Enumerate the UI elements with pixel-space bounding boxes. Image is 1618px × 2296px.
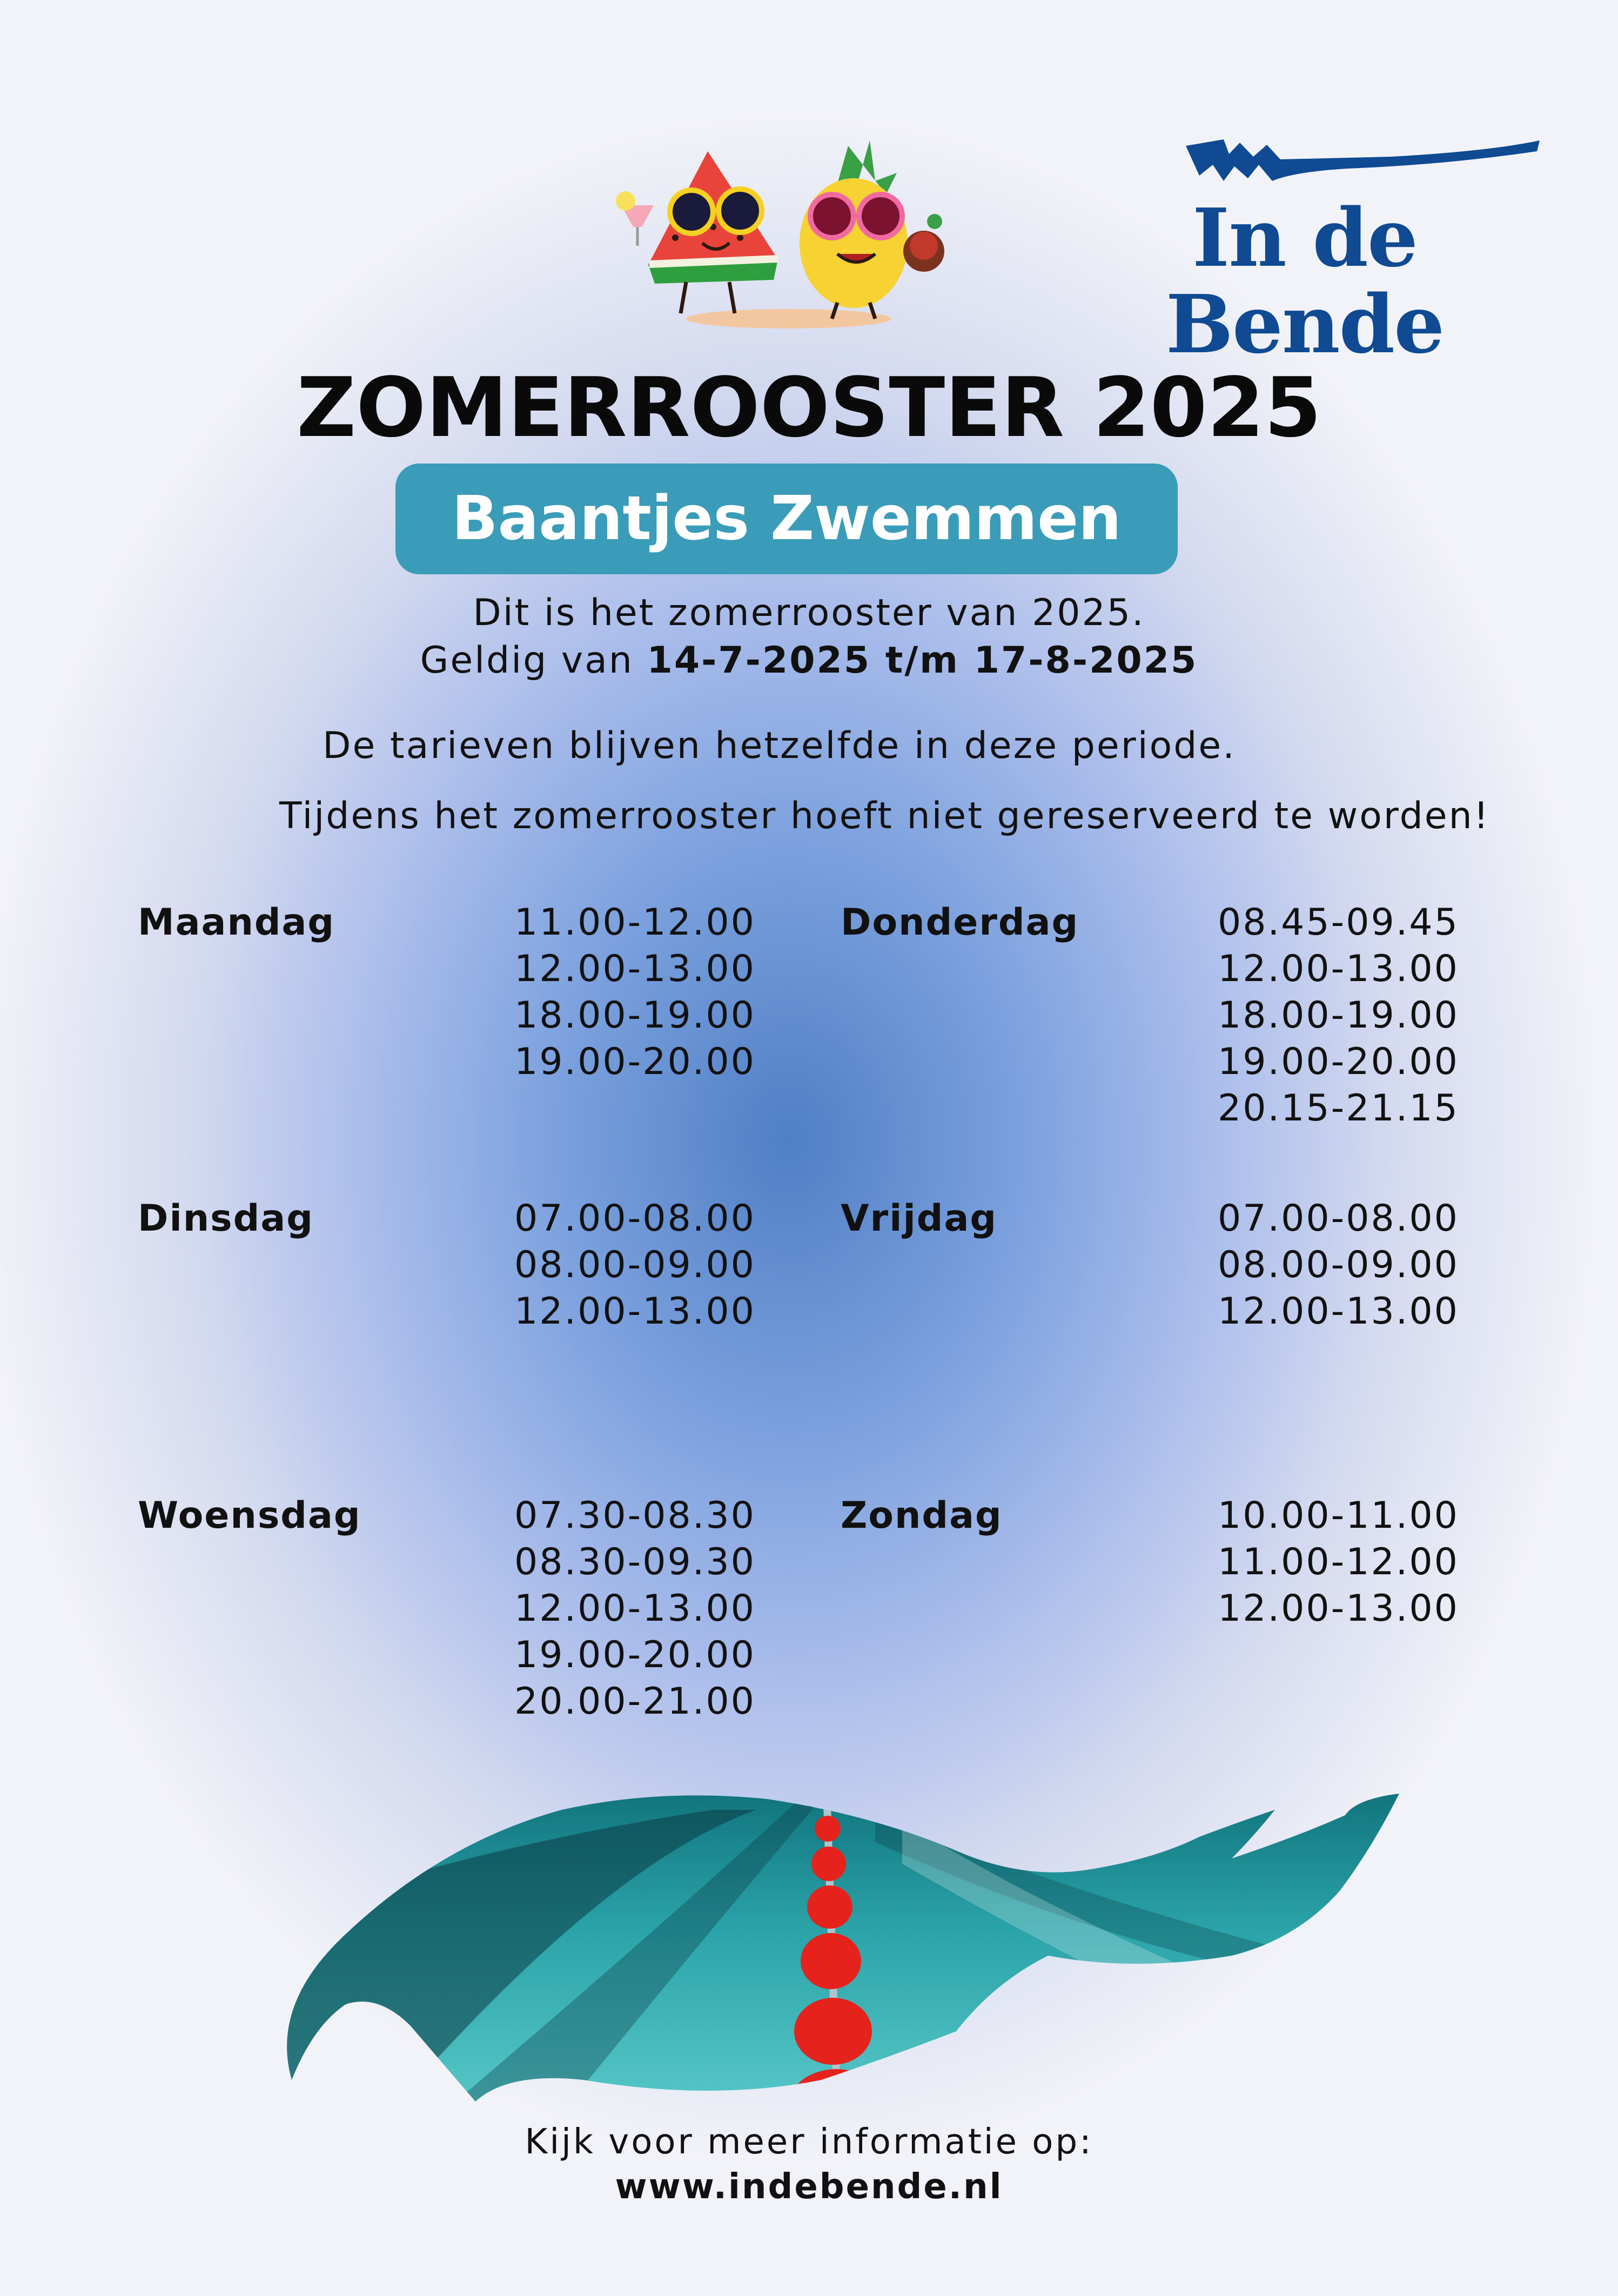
footer-website-link[interactable]: www.indebende.nl <box>615 2167 1003 2207</box>
time-slot: 10.00-11.00 <box>1218 1494 1459 1537</box>
time-slot: 18.00-19.00 <box>1218 994 1459 1037</box>
time-slot: 12.00-13.00 <box>514 948 756 990</box>
logo-wordmark: In de Bende <box>1165 191 1444 371</box>
time-slot: 19.00-20.00 <box>514 1634 756 1676</box>
time-slot: 08.00-09.00 <box>1218 1244 1459 1286</box>
reservation-note: Tijdens het zomerrooster hoeft niet gereserveerd te worden! <box>279 795 1490 837</box>
day-label-wednesday: Woensdag <box>138 1494 361 1537</box>
subtitle-label: Baantjes Zwemmen <box>452 484 1122 554</box>
tariffs-note: De tarieven blijven hetzelfde in deze periode. <box>323 724 1236 767</box>
time-slot: 07.30-08.30 <box>514 1494 756 1537</box>
day-label-thursday: Donderdag <box>841 901 1079 944</box>
day-label-tuesday: Dinsdag <box>138 1197 314 1240</box>
time-slot: 08.30-09.30 <box>514 1541 756 1583</box>
pineapple-mascot-icon <box>800 140 944 319</box>
time-slot: 12.00-13.00 <box>514 1290 756 1333</box>
times-sunday <box>1218 1493 1459 1632</box>
time-slot: 07.00-08.00 <box>1218 1197 1459 1240</box>
logo-swoosh-icon <box>1067 135 1542 194</box>
page-title: ZOMERROOSTER 2025 <box>296 360 1322 455</box>
pool-lane-image <box>281 1777 1410 2112</box>
time-slot: 19.00-20.00 <box>514 1040 756 1083</box>
footer-info: Kijk voor meer informatie op: <box>525 2122 1093 2162</box>
validity-dates: 14-7-2025 t/m 17-8-2025 <box>647 639 1198 682</box>
validity-line <box>0 637 1618 684</box>
time-slot: 08.45-09.45 <box>1218 901 1459 944</box>
time-slot: 11.00-12.00 <box>514 901 756 944</box>
watermelon-mascot-icon <box>616 151 778 313</box>
times-wednesday <box>514 1493 756 1725</box>
subtitle-pill <box>395 464 1178 574</box>
time-slot: 08.00-09.00 <box>514 1244 756 1286</box>
time-slot: 07.00-08.00 <box>514 1197 756 1240</box>
time-slot: 18.00-19.00 <box>514 994 756 1037</box>
time-slot: 12.00-13.00 <box>1218 1290 1459 1333</box>
time-slot: 12.00-13.00 <box>1218 1587 1459 1630</box>
times-thursday <box>1218 899 1459 1132</box>
time-slot: 19.00-20.00 <box>1218 1040 1459 1083</box>
day-label-sunday: Zondag <box>841 1494 1003 1537</box>
in-de-bende-logo <box>1067 135 1542 371</box>
day-label-friday: Vrijdag <box>841 1197 998 1240</box>
time-slot: 12.00-13.00 <box>1218 948 1459 990</box>
times-tuesday <box>514 1196 756 1335</box>
time-slot: 20.00-21.00 <box>514 1680 756 1723</box>
time-slot: 11.00-12.00 <box>1218 1541 1459 1583</box>
day-label-monday: Maandag <box>138 901 335 944</box>
time-slot: 12.00-13.00 <box>514 1587 756 1630</box>
validity-prefix: Geldig van <box>420 639 647 682</box>
times-monday <box>514 899 756 1085</box>
intro-line: Dit is het zomerrooster van 2025. <box>473 592 1145 634</box>
time-slot: 20.15-21.15 <box>1218 1087 1459 1130</box>
fruit-mascots-illustration <box>616 135 951 335</box>
times-friday <box>1218 1196 1459 1335</box>
